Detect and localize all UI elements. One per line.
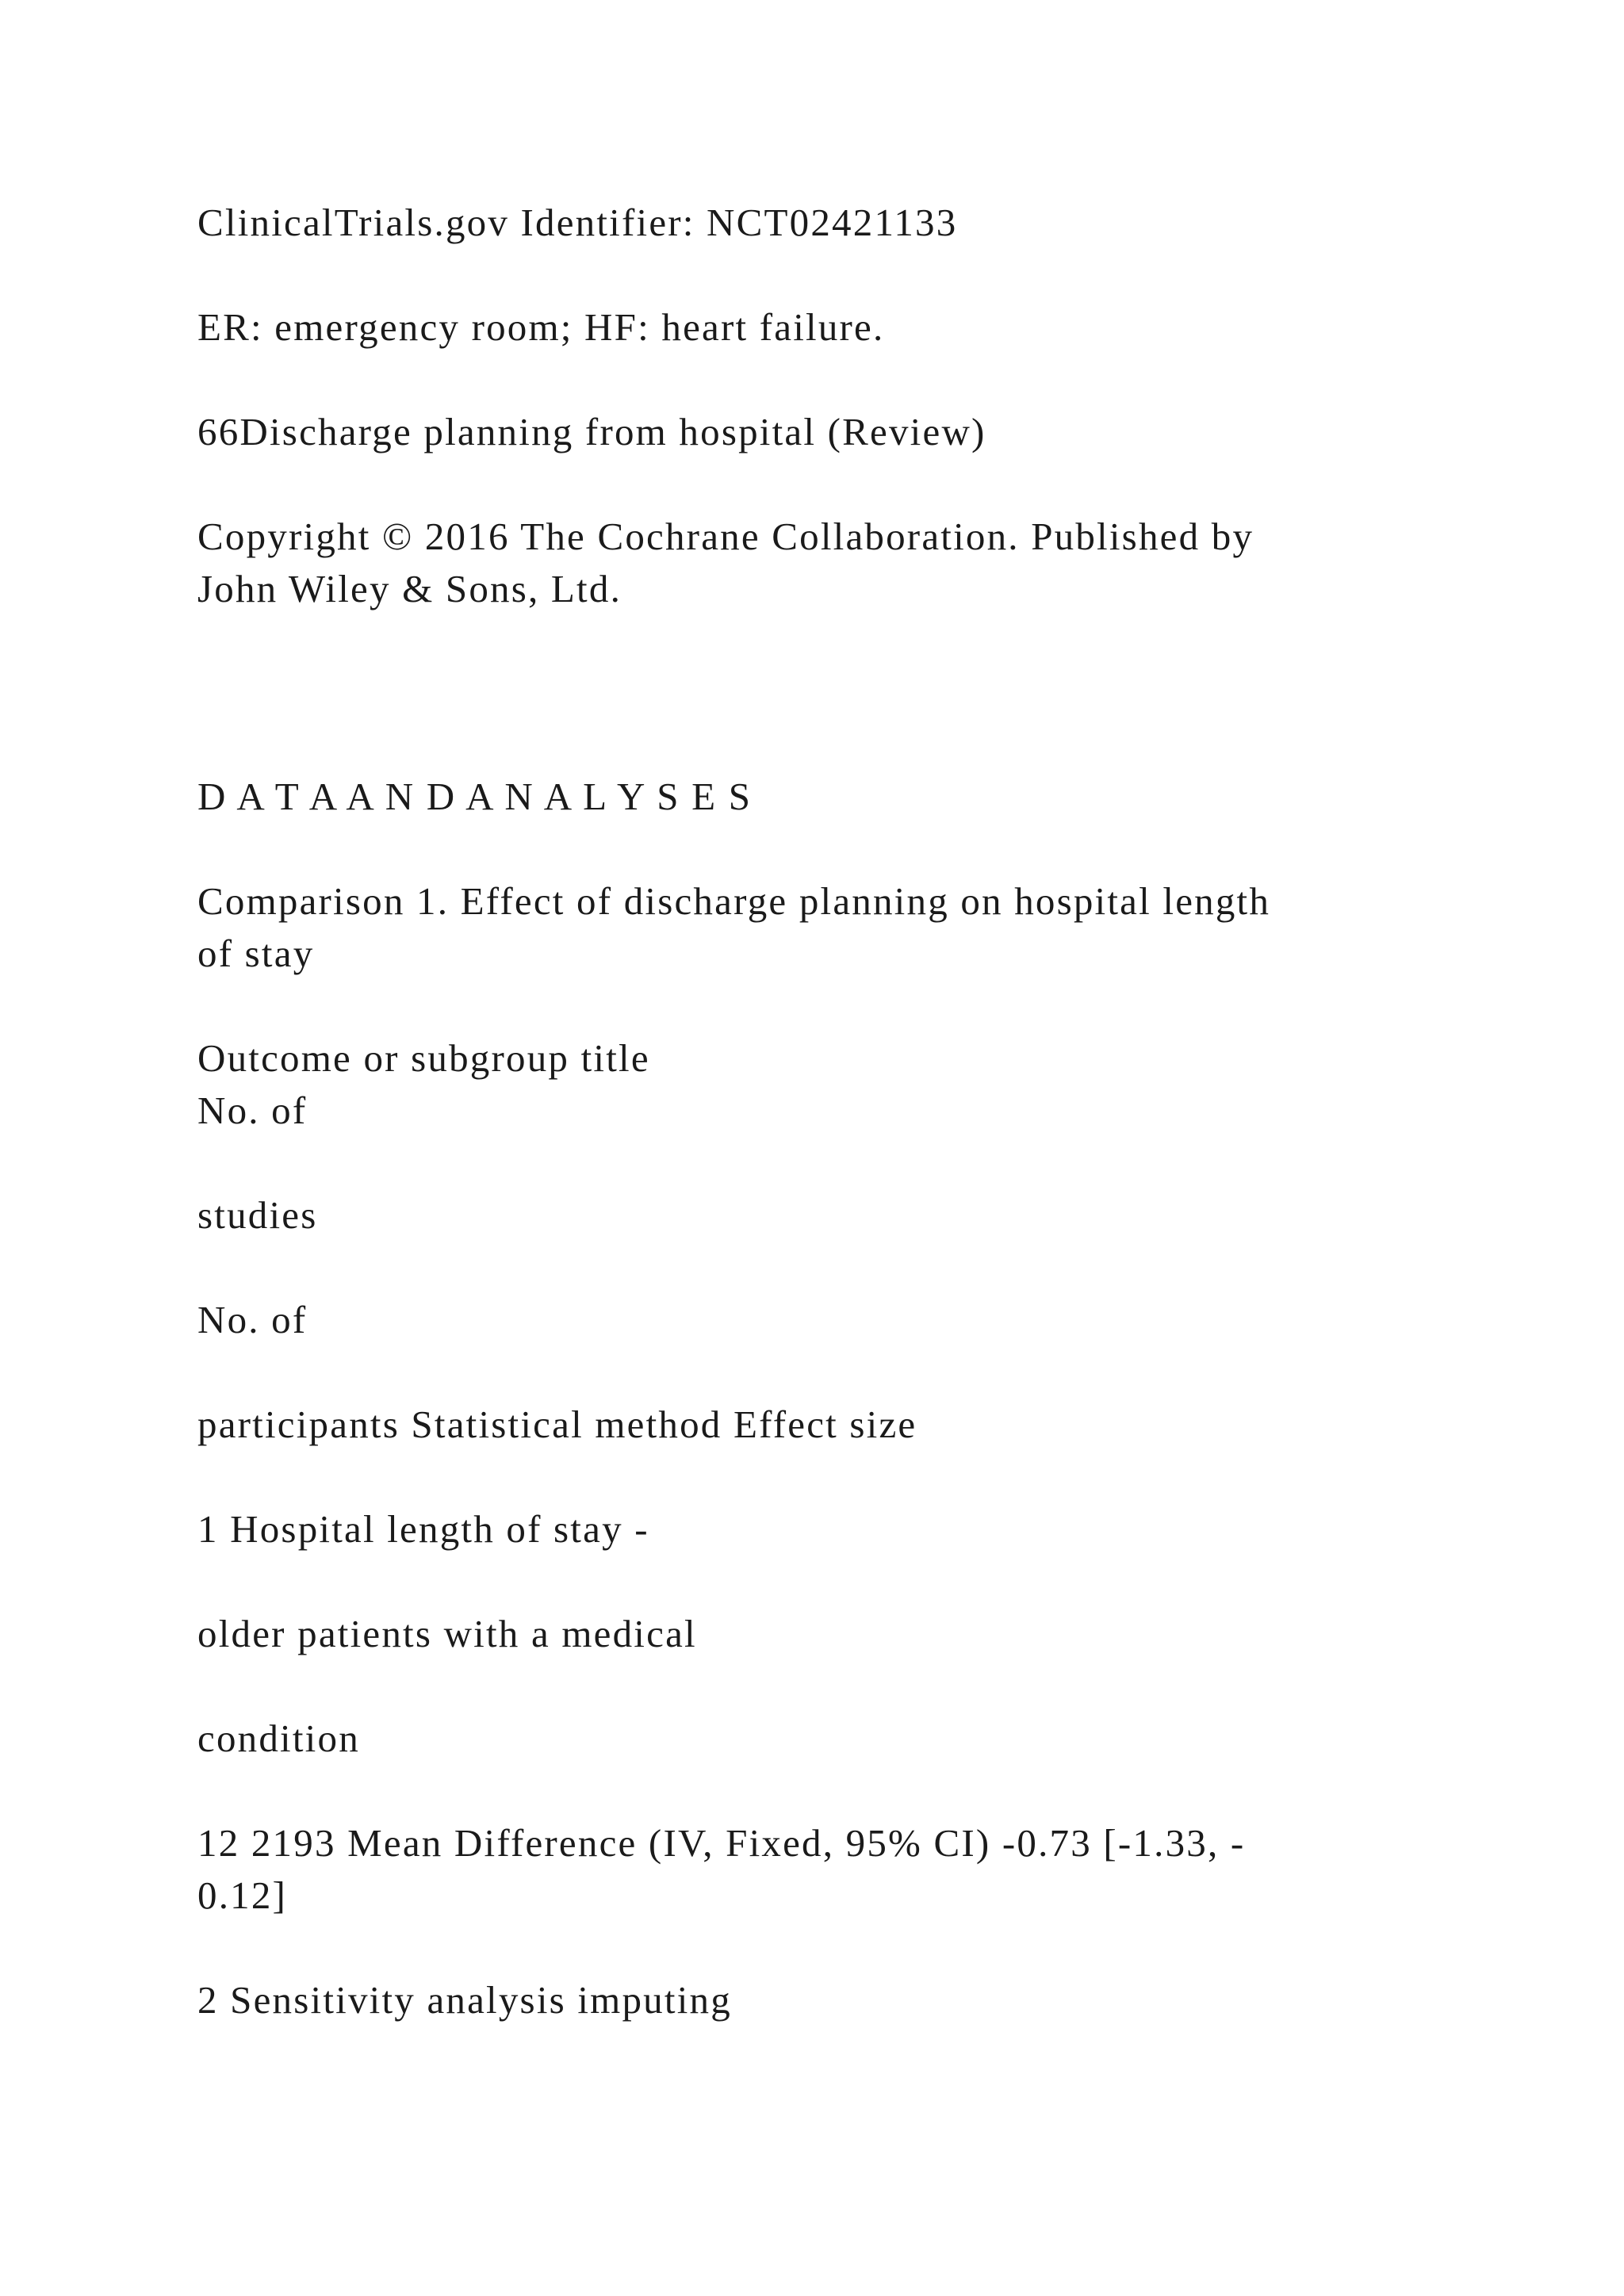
- row-1-title-line-1: 1 Hospital length of stay -: [197, 1507, 649, 1551]
- row-1-values-line-2: 0.12]: [197, 1873, 288, 1917]
- row-1-values-line-1: 12 2193 Mean Difference (IV, Fixed, 95% CI) -0.73 [-1.33, -: [197, 1821, 1246, 1865]
- comparison-title-line-1: Comparison 1. Effect of discharge planning on hospital length: [197, 879, 1271, 923]
- row-1-title-line-3: condition: [197, 1716, 360, 1760]
- copyright-line-2: John Wiley & Sons, Ltd.: [197, 567, 622, 610]
- trial-identifier: ClinicalTrials.gov Identifier: NCT02421133: [197, 201, 958, 244]
- section-heading: D A T A A N D A N A L Y S E S: [197, 775, 753, 818]
- column-header-studies-line-2: studies: [197, 1193, 318, 1237]
- column-header-participants-line-1: No. of: [197, 1298, 308, 1341]
- column-header-studies-line-1: No. of: [197, 1089, 308, 1132]
- running-footer: 66Discharge planning from hospital (Review): [197, 410, 986, 453]
- column-header-outcome: Outcome or subgroup title: [197, 1036, 650, 1080]
- comparison-title-line-2: of stay: [197, 932, 315, 975]
- abbreviations-note: ER: emergency room; HF: heart failure.: [197, 305, 885, 349]
- column-header-participants-line-2: participants Statistical method Effect size: [197, 1402, 917, 1446]
- row-2-title-line-1: 2 Sensitivity analysis imputing: [197, 1978, 732, 2022]
- row-1-title-line-2: older patients with a medical: [197, 1612, 697, 1655]
- copyright-line-1: Copyright © 2016 The Cochrane Collaboration. Published by: [197, 515, 1254, 558]
